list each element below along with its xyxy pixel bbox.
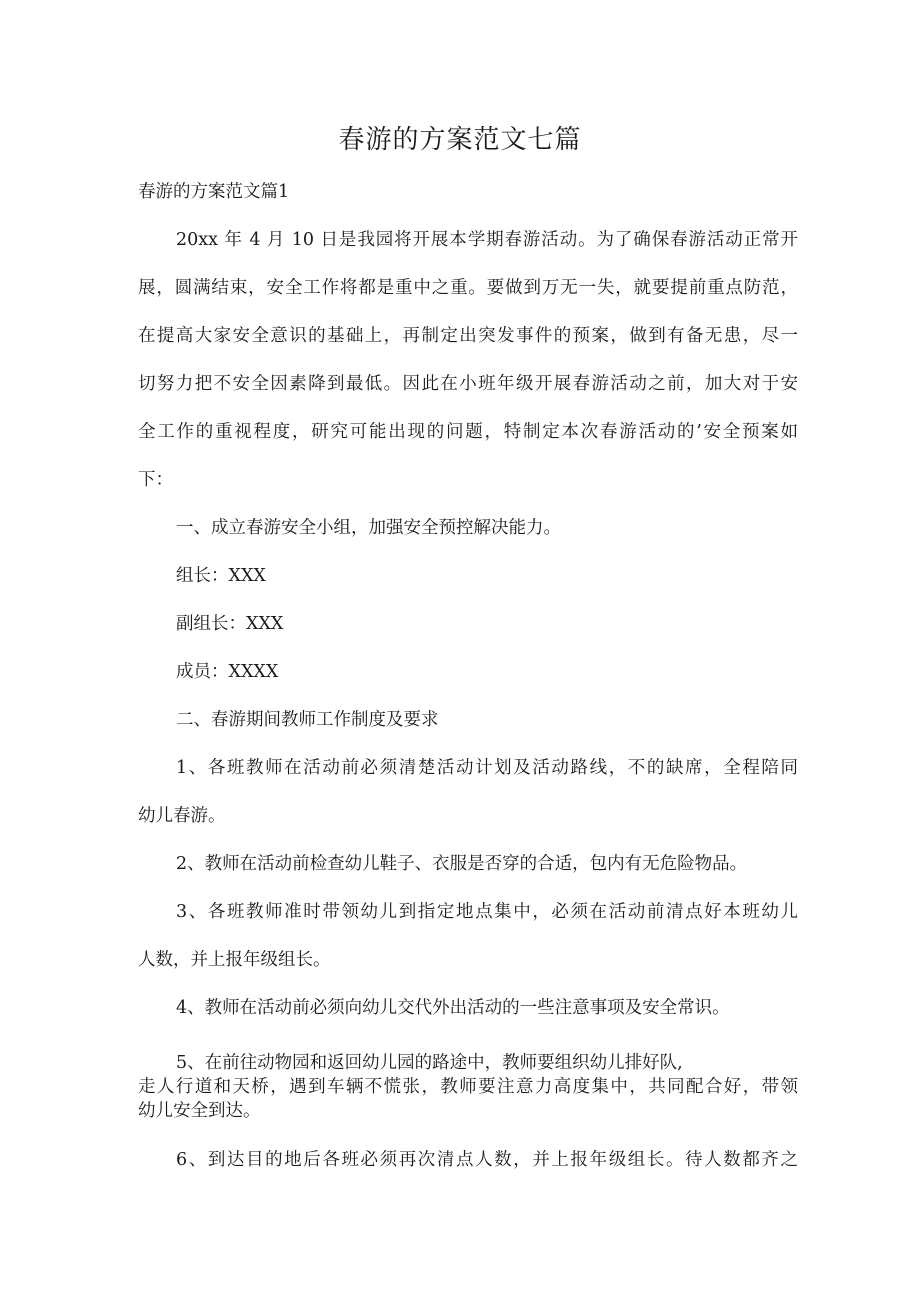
members: 成员：XXXX bbox=[176, 662, 279, 682]
deputy-leader: 副组长：XXX bbox=[176, 614, 284, 634]
item-line: 5、在前往动物园和返回幼儿园的路途中，教师要组织幼儿排好队, bbox=[176, 1053, 683, 1073]
section-heading: 春游的方案范文篇1 bbox=[138, 182, 290, 202]
item-line: 3、各班教师准时带领幼儿到指定地点集中，必须在活动前清点好本班幼儿 bbox=[176, 902, 798, 922]
intro-line: 在提高大家安全意识的基础上，再制定出突发事件的预案，做到有备无患，尽一 bbox=[138, 326, 798, 346]
group-leader: 组长：XXX bbox=[176, 566, 266, 586]
intro-line: 展，圆满结束，安全工作将都是重中之重。要做到万无一失，就要提前重点防范， bbox=[138, 278, 798, 298]
item-2: 2、教师在活动前检查幼儿鞋子、衣服是否穿的合适，包内有无危险物品。 bbox=[176, 854, 748, 874]
intro-line: 全工作的重视程度，研究可能出现的问题，特制定本次春游活动的’安全预案如 bbox=[138, 422, 798, 442]
item-line: 走人行道和天桥，遇到车辆不慌张，教师要注意力高度集中，共同配合好，带领 bbox=[138, 1077, 798, 1097]
item-line: 人数，并上报年级组长。 bbox=[138, 950, 331, 970]
part2-heading: 二、春游期间教师工作制度及要求 bbox=[176, 710, 439, 730]
item-line: 幼儿安全到达。 bbox=[138, 1101, 261, 1121]
part1-heading: 一、成立春游安全小组，加强安全预控解决能力。 bbox=[176, 518, 561, 538]
item-4: 4、教师在活动前必须向幼儿交代外出活动的一些注意事项及安全常识。 bbox=[176, 998, 730, 1018]
intro-line: 20xx 年 4 月 10 日是我园将开展本学期春游活动。为了确保春游活动正常开 bbox=[176, 230, 798, 250]
item-6: 6、到达目的地后各班必须再次清点人数，并上报年级组长。待人数都齐之 bbox=[176, 1150, 798, 1170]
intro-line: 下： bbox=[138, 470, 173, 490]
document-title: 春游的方案范文七篇 bbox=[338, 125, 582, 155]
item-line: 1、各班教师在活动前必须清楚活动计划及活动路线，不的缺席，全程陪同 bbox=[176, 758, 798, 778]
intro-line: 切努力把不安全因素降到最低。因此在小班年级开展春游活动之前，加大对于安 bbox=[138, 374, 798, 394]
item-line: 幼儿春游。 bbox=[138, 806, 226, 826]
